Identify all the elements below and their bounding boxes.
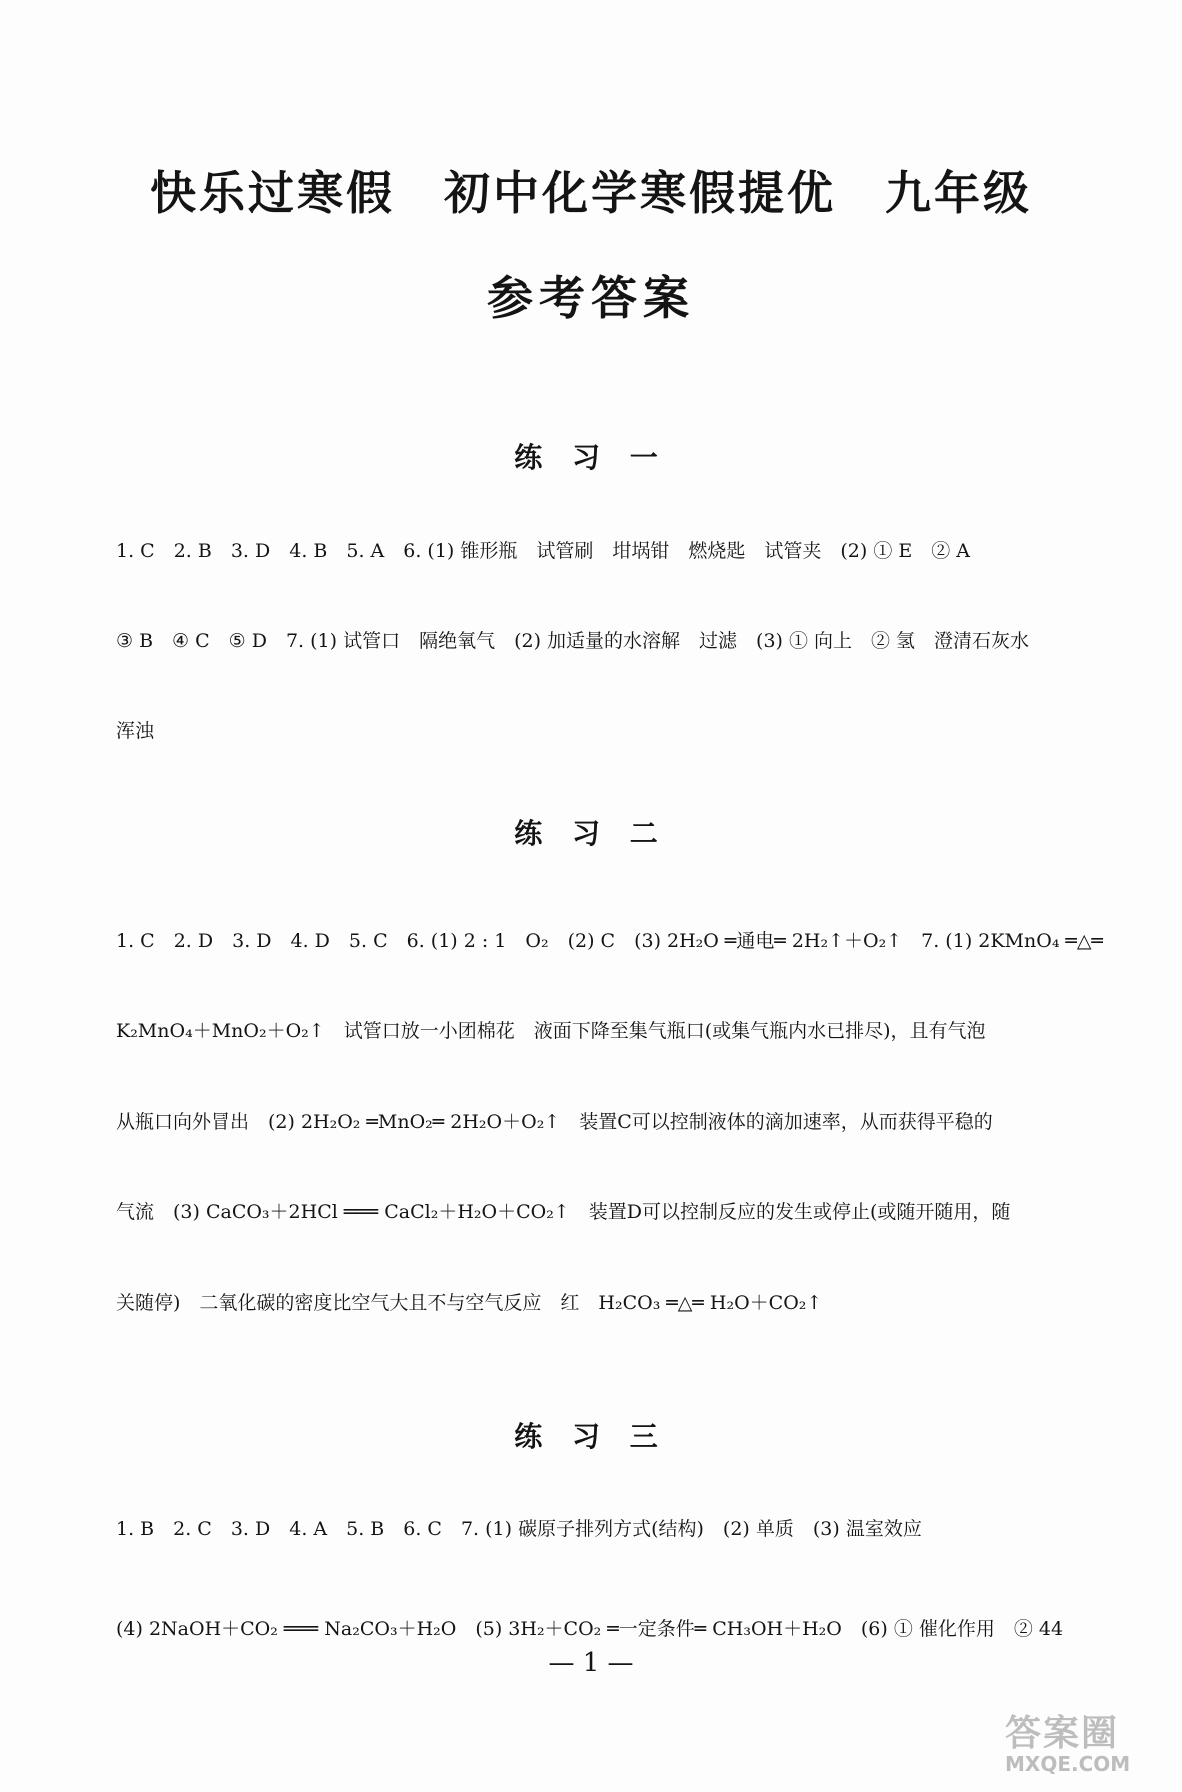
answer-line: 1. C 2. D 3. D 4. D 5. C 6. (1) 2 : 1 O₂ (2) C (3) 2H₂O ═通电═ 2H₂↑＋O₂↑ 7. (1) 2KMnO₄ ═△═ (116, 930, 1103, 952)
answer-line: 1. B 2. C 3. D 4. A 5. B 6. C 7. (1) 碳原子排列方式(结构) (2) 单质 (3) 温室效应 (116, 1518, 922, 1540)
section-heading: 练 习 二 (514, 817, 668, 850)
page-number: — 1 — (548, 1648, 634, 1678)
answer-line: K₂MnO₄＋MnO₂＋O₂↑ 试管口放一小团棉花 液面下降至集气瓶口(或集气瓶内水已排尽)，且有气泡 (116, 1020, 986, 1042)
page-subtitle: 参考答案 (487, 271, 695, 325)
answer-line: ③ B ④ C ⑤ D 7. (1) 试管口 隔绝氧气 (2) 加适量的水溶解 过滤 (3) ① 向上 ② 氢 澄清石灰水 (116, 630, 1030, 652)
answer-line: 从瓶口向外冒出 (2) 2H₂O₂ ═MnO₂═ 2H₂O＋O₂↑ 装置C可以控制液体的滴加速率，从而获得平稳的 (116, 1111, 993, 1133)
watermark-logo (1005, 1705, 1170, 1785)
answer-line: 关随停) 二氧化碳的密度比空气大且不与空气反应 红 H₂CO₃ ═△═ H₂O＋CO₂↑ (116, 1292, 823, 1314)
section-heading: 练 习 三 (514, 1420, 668, 1453)
watermark-url: MXQE.COM (1005, 1752, 1131, 1776)
answer-line: 1. C 2. B 3. D 4. B 5. A 6. (1) 锥形瓶 试管刷 坩埚钳 燃烧匙 试管夹 (2) ① E ② A (116, 540, 970, 562)
watermark-text: 答案圈 (1005, 1713, 1120, 1754)
section-heading: 练 习 一 (514, 441, 668, 474)
page-title: 快乐过寒假 初中化学寒假提优 九年级 (150, 166, 1032, 220)
answer-line: 气流 (3) CaCO₃＋2HCl ═══ CaCl₂＋H₂O＋CO₂↑ 装置D可以控制反应的发生或停止(或随开随用，随 (116, 1201, 1011, 1223)
answer-line: (4) 2NaOH＋CO₂ ═══ Na₂CO₃＋H₂O (5) 3H₂＋CO₂ ═一定条件═ CH₃OH＋H₂O (6) ① 催化作用 ② 44 (116, 1618, 1064, 1640)
answer-line: 浑浊 (116, 720, 155, 742)
